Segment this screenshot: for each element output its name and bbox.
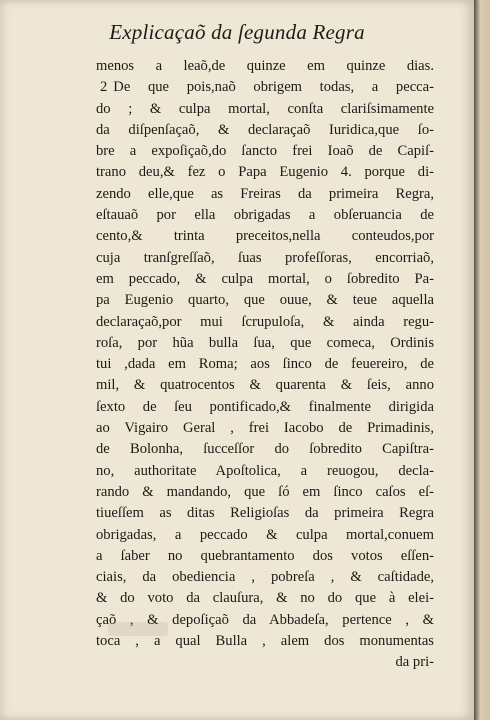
ink-bleed-through — [108, 622, 168, 636]
text-line: bre a expoſiçaõ,do ſancto frei Ioaõ de Capiſ- — [96, 143, 434, 160]
text-line: da diſpenſaçaõ, & declaraçaõ Iuridica,que ſo- — [96, 121, 434, 138]
text-line: cuja tranſgreſſaõ, ſuas profeſſoras, encorriaõ, — [96, 249, 434, 266]
text-line: zendo elle,que as Freiras da primeira Regra, — [96, 185, 434, 202]
text-line-numbered — [96, 77, 434, 98]
paragraph-number: 2 — [100, 79, 108, 96]
text-line: ciais, da obediencia , pobreſa , & caſtidade, — [96, 569, 434, 586]
catchword: da pri- — [395, 654, 434, 671]
text-line: mil, & quatrocentos & quarenta & ſeis, anno — [96, 377, 434, 394]
text-line: cento,& trinta preceitos,nella conteudos,por — [96, 228, 434, 245]
text-line: de Bolonha, ſucceſſor do ſobredito Capiſtra- — [96, 441, 434, 458]
text-line: toca , a qual Bulla , alem dos monumentas — [96, 633, 434, 650]
text-line: tui ,dada em Roma; aos ſinco de feuereiro, de — [96, 356, 434, 373]
adjacent-page-edge — [474, 0, 490, 720]
text-line: tiueſſem as ditas Religioſas da primeira Regra — [96, 505, 434, 522]
text-line: em peccado, & culpa mortal, o ſobredito Pa- — [96, 270, 434, 287]
running-head: Explicaçaõ da ſegunda Regra — [109, 20, 365, 44]
text-line: declaraçaõ,por mui ſcrupuloſa, & ainda regu- — [96, 313, 434, 330]
text-line: pa Eugenio quarto, que ouue, & teue aquella — [96, 292, 434, 309]
text-line: çaõ , & depoſiçaõ da Abbadeſa, pertence , & — [96, 611, 434, 628]
text-line: roſa, por hũa bulla ſua, que comeca, Ordinis — [96, 334, 434, 351]
body-text — [96, 56, 434, 674]
text-line: trano deu,& fez o Papa Eugenio 4. porque di- — [96, 164, 434, 181]
text-line: obrigadas, a peccado & culpa mortal,conuem — [96, 526, 434, 543]
text-line: eſtauaõ por ella obrigadas a obſeruancia de — [96, 207, 434, 224]
text-line: ao Vigairo Geral , frei Iacobo de Primadinis, — [96, 420, 434, 437]
text-line: De que pois,naõ obrigem todas, a pecca- — [113, 79, 434, 96]
text-line: do ; & culpa mortal, conſta clariſsimamente — [96, 100, 434, 117]
text-line: rando & mandando, que ſó em ſinco caſos eſ- — [96, 483, 434, 500]
text-line: ſexto de ſeu pontificado,& finalmente dirigida — [96, 398, 434, 415]
text-line: a ſaber no quebrantamento dos votos eſſen- — [96, 547, 434, 564]
text-line: & do voto da clauſura, & no do que à elei- — [96, 590, 434, 607]
text-line: menos a leaõ,de quinze em quinze dias. — [96, 58, 434, 74]
text-line: no, authoritate Apoſtolica, a reuogou, decla- — [96, 462, 434, 479]
